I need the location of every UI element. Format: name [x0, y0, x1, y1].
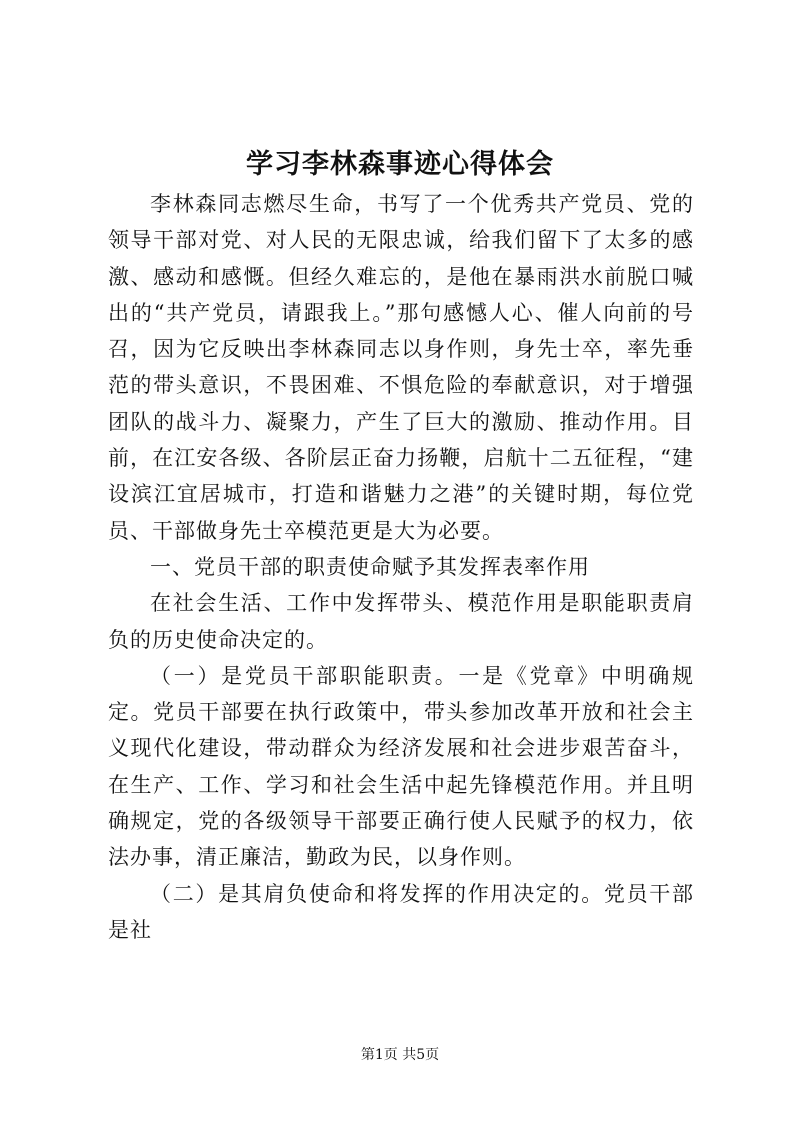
paragraph-subsection-2: （二）是其肩负使命和将发挥的作用决定的。党员干部是社: [108, 881, 694, 942]
paragraph-subsection-1: （一）是党员干部职能职责。一是《党章》中明确规定。党员干部要在执行政策中，带头参加改革开放和社会主义现代化建设，带动群众为经济发展和社会进步艰苦奋斗，在生产、工作、学习和社会生活中起先锋模范作用。并且明确规定，党的各级领导干部要正确行使人民赋予的权力，依法办事，清正廉洁，勤政为民，以身作则。: [108, 663, 694, 870]
paragraph-section-1-intro: 在社会生活、工作中发挥带头、模范作用是职能职责肩负的历史使命决定的。: [108, 591, 694, 652]
document-body: [108, 186, 694, 948]
paragraph-intro: 李林森同志燃尽生命，书写了一个优秀共产党员、党的领导干部对党、对人民的无限忠诚，给我们留下了太多的感激、感动和感慨。但经久难忘的，是他在暴雨洪水前脱口喊出的“共产党员，请跟我上。”那句感憾人心、催人向前的号召，因为它反映出李林森同志以身作则，身先士卒，率先垂范的带头意识，不畏困难、不惧危险的奉献意识，对于增强团队的战斗力、凝聚力，产生了巨大的激励、推动作用。目前，在江安各级、各阶层正奋力扬鞭，启航十二五征程，“建设滨江宜居城市，打造和谐魅力之港”的关键时期，每位党员、干部做身先士卒模范更是大为必要。: [108, 192, 694, 543]
document-title: 学习李林森事迹心得体会: [246, 149, 554, 180]
page-number-footer: 第1页 共5页: [360, 1047, 440, 1063]
section-heading-1: 一、党员干部的职责使命赋予其发挥表率作用: [150, 554, 590, 579]
